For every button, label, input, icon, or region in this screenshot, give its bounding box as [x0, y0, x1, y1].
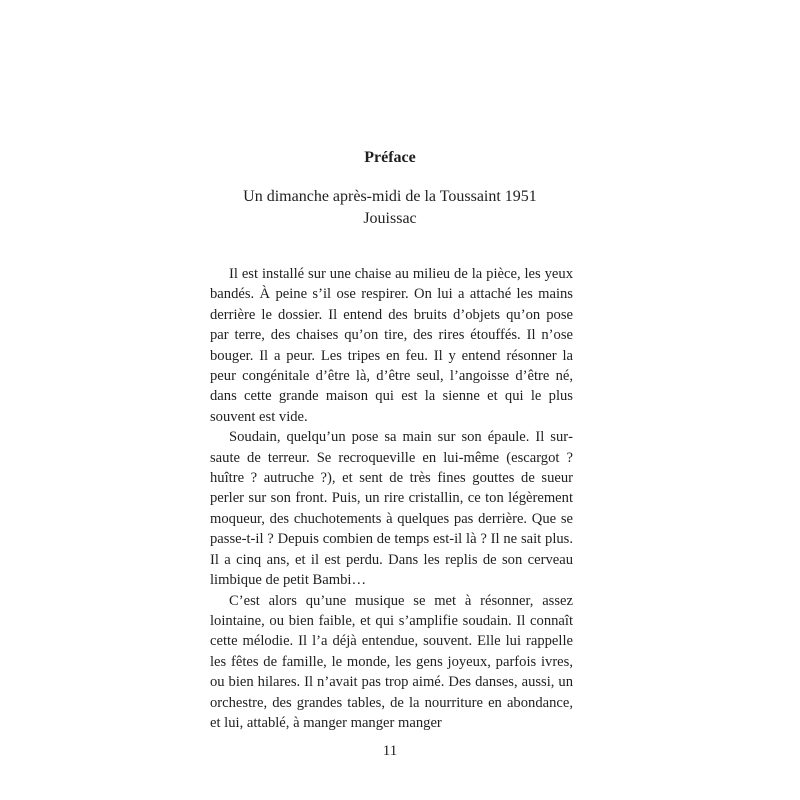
paragraph: C’est alors qu’une musique se met à résonner, assez lointaine, ou bien faible, et qui s’amplifie soudain. Il connaît cette mélodie. Il l’a déjà entendue, souvent. Elle lui rappelle les fêtes de famille, le monde, les gens joyeux, parfois ivres, ou bien hilares. Il n’avait pas trop aimé. Des danses, aussi, un orchestre, des grandes tables, de la nourriture en abondance, et lui, attablé, à manger manger manger: [210, 592, 573, 731]
paragraph: Soudain, quelqu’un pose sa main sur son épaule. Il sursaute de terreur. Se recroqueville en lui-même (escargot ? huître ? autruche ?), et sent de très fines gouttes de sueur perler sur son front. Puis, un rire cristallin, ce ton légèrement moqueur, des chuchotements à quelques pas derrière. Que se passe-t-il ? Depuis combien de temps est-il là ? Il ne sait plus. Il a cinq ans, et il est perdu. Dans les replis de son cerveau limbique de petit Bambi…: [210, 429, 573, 589]
dateline: Un dimanche après-midi de la Toussaint 1951: [243, 188, 537, 205]
page-number: 11: [382, 743, 398, 759]
chapter-title: Préface: [364, 149, 416, 166]
body-text: [210, 264, 573, 733]
place-name: Jouissac: [363, 210, 417, 227]
paragraph: Il est installé sur une chaise au milieu de la pièce, les yeux bandés. À peine s’il ose respirer. On lui a attaché les mains derrière le dossier. Il entend des bruits d’objets qu’on pose par terre, des chaises qu’on tire, des rires étouffés. Il n’ose bouger. Il a peur. Les tripes en feu. Il y entend résonner la peur congénitale d’être là, d’être seul, l’angoisse d’être né, dans cette grande maison qui est la sienne et qui le plus souvent est vide.: [210, 266, 573, 425]
